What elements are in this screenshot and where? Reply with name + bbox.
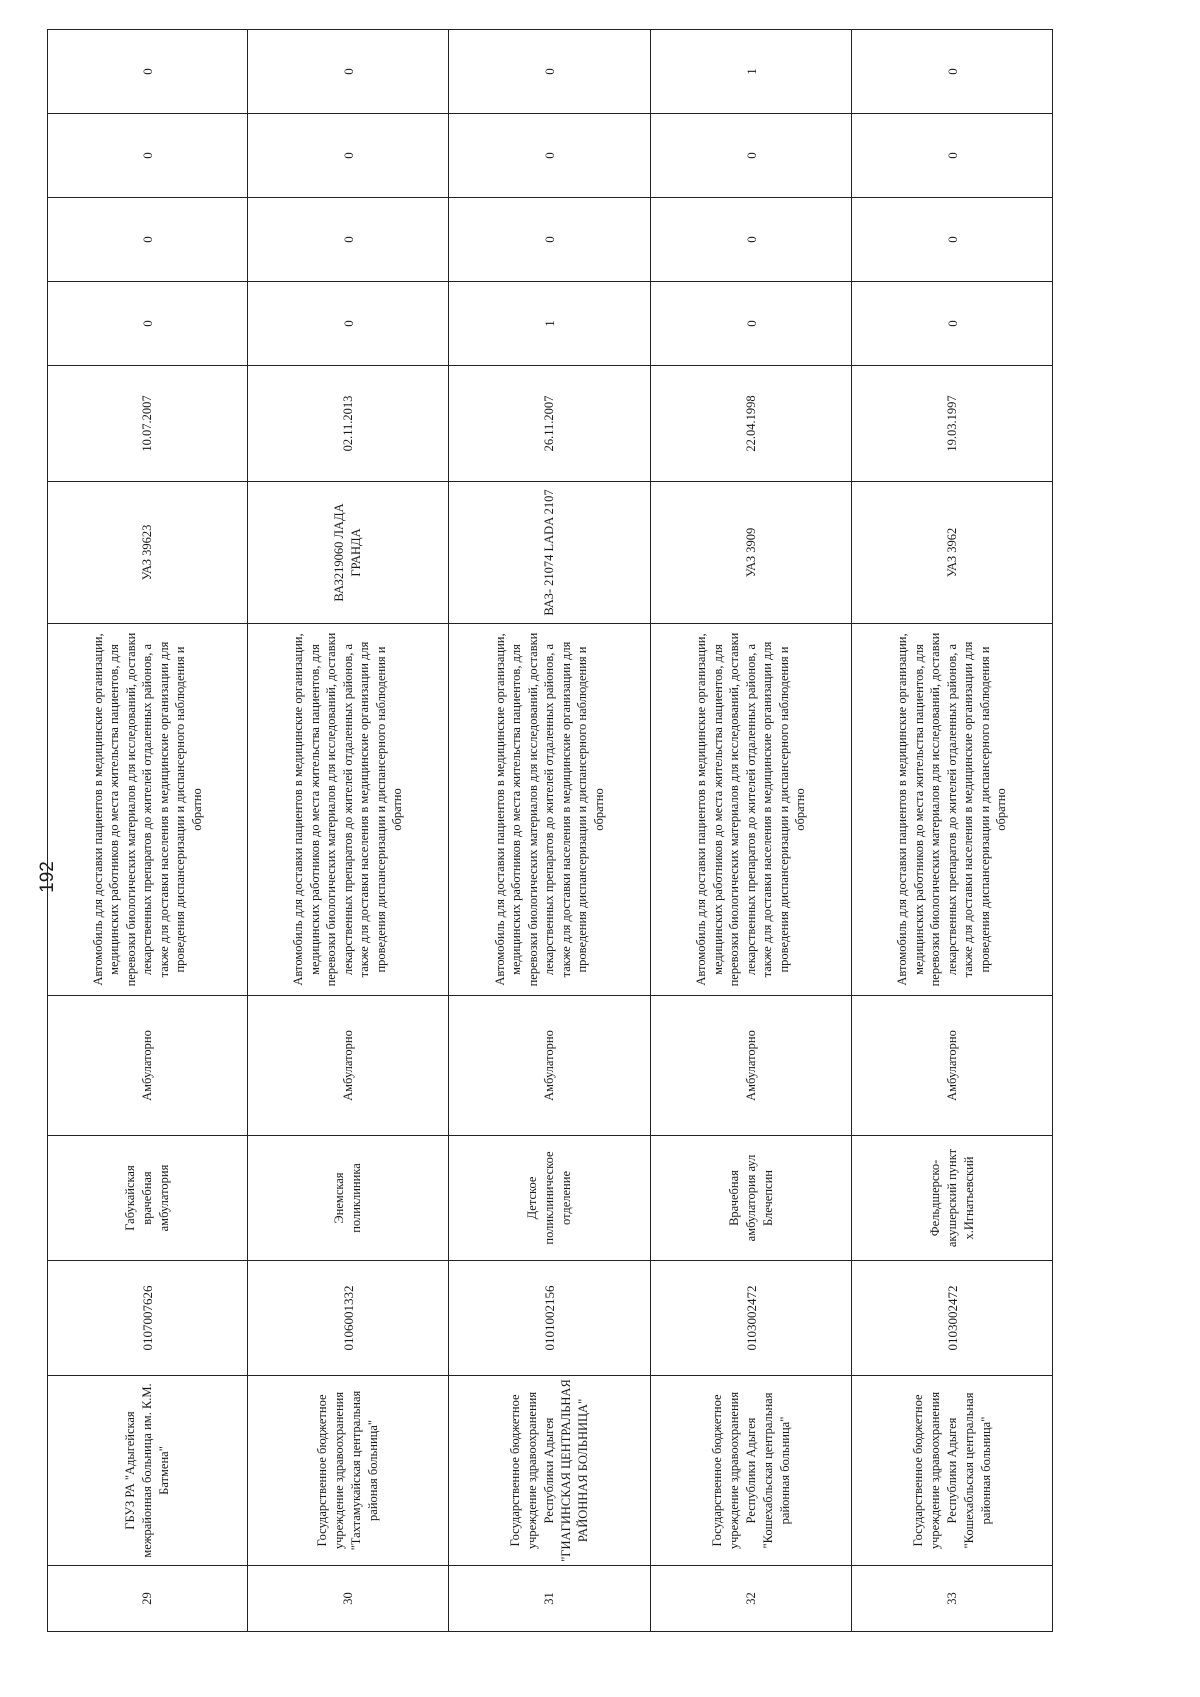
- count-cell: 0: [48, 114, 248, 198]
- count-cell: 0: [48, 198, 248, 282]
- vehicle-purpose: Автомобиль для доставки пациентов в медицинские организации, медицинских работников до места жительства пациентов, для перевозки биологических материалов для исследований, доставки лекарственных препаратов до жителей отдаленных районов, а также для доставки населения в медицинские организации для проведения диспансеризации и диспансерного наблюдения и обратно: [651, 624, 852, 996]
- count-cell: 0: [651, 114, 852, 198]
- organization-name: Государственное бюджетное учреждение здравоохранения Республики Адыгея "Кошехабльская центральная районная больница": [852, 1376, 1053, 1566]
- table-row: [248, 30, 449, 1632]
- organization-name: Государственное бюджетное учреждение здравоохранения Республики Адыгея "Кошехабльская центральная районная больница": [651, 1376, 852, 1566]
- vehicle-model: ВАЗ- 21074 LADA 2107: [449, 482, 651, 624]
- care-type: Амбулаторно: [852, 996, 1053, 1136]
- table-row: [48, 30, 248, 1632]
- division-name: Габукайская врачебная амбулатория: [48, 1136, 248, 1261]
- row-number: 33: [852, 1566, 1053, 1632]
- count-cell: 0: [852, 198, 1053, 282]
- count-cell: 0: [449, 114, 651, 198]
- division-name: Фельдшерско-акушерский пункт х.Игнатьевский: [852, 1136, 1053, 1261]
- care-type: Амбулаторно: [651, 996, 852, 1136]
- count-cell: 0: [651, 198, 852, 282]
- division-name: Врачебная амбулатория аул Блечепсин: [651, 1136, 852, 1261]
- organization-name: ГБУЗ РА "Адыгейская межрайонная больница им. К.М. Батмена": [48, 1376, 248, 1566]
- release-date: 10.07.2007: [48, 366, 248, 482]
- release-date: 02.11.2013: [248, 366, 449, 482]
- count-cell: 0: [852, 282, 1053, 366]
- count-cell: 0: [248, 114, 449, 198]
- count-cell: 0: [449, 198, 651, 282]
- count-cell: 0: [449, 30, 651, 114]
- vehicle-purpose: Автомобиль для доставки пациентов в медицинские организации, медицинских работников до места жительства пациентов, для перевозки биологических материалов для исследований, доставки лекарственных препаратов до жителей отдаленных районов, а также для доставки населения в медицинские организации для проведения диспансеризации и диспансерного наблюдения и обратно: [852, 624, 1053, 996]
- care-type: Амбулаторно: [449, 996, 651, 1136]
- count-cell: 1: [651, 30, 852, 114]
- vehicle-purpose: Автомобиль для доставки пациентов в медицинские организации, медицинских работников до места жительства пациентов, для перевозки биологических материалов для исследований, доставки лекарственных препаратов до жителей отдаленных районов, а также для доставки населения в медицинские организации для проведения диспансеризации и диспансерного наблюдения и обратно: [48, 624, 248, 996]
- organization-code: 0106001332: [248, 1261, 449, 1376]
- rotated-table-container: [47, 68, 1140, 1632]
- count-cell: 0: [248, 282, 449, 366]
- vehicle-model: УАЗ 3909: [651, 482, 852, 624]
- count-cell: 0: [48, 282, 248, 366]
- division-name: Энемская поликлиника: [248, 1136, 449, 1261]
- row-number: 30: [248, 1566, 449, 1632]
- organization-name: Государственное бюджетное учреждение здравоохранения "Тахтамукайская центральная районая больница": [248, 1376, 449, 1566]
- vehicle-model: УАЗ 39623: [48, 482, 248, 624]
- count-cell: 0: [651, 282, 852, 366]
- count-cell: 0: [248, 30, 449, 114]
- count-cell: 1: [449, 282, 651, 366]
- row-number: 31: [449, 1566, 651, 1632]
- organization-code: 0103002472: [852, 1261, 1053, 1376]
- row-number: 32: [651, 1566, 852, 1632]
- count-cell: 0: [248, 198, 449, 282]
- page-number: 192: [37, 861, 58, 893]
- row-number: 29: [48, 1566, 248, 1632]
- release-date: 26.11.2007: [449, 366, 651, 482]
- vehicle-model: УАЗ 3962: [852, 482, 1053, 624]
- vehicle-purpose: Автомобиль для доставки пациентов в медицинские организации, медицинских работников до места жительства пациентов, для перевозки биологических материалов для исследований, доставки лекарственных препаратов до жителей отдаленных районов, а также для доставки населения в медицинские организации для проведения диспансеризации и диспансерного наблюдения и обратно: [449, 624, 651, 996]
- care-type: Амбулаторно: [48, 996, 248, 1136]
- vehicle-table: [47, 29, 1053, 1632]
- organization-code: 0101002156: [449, 1261, 651, 1376]
- care-type: Амбулаторно: [248, 996, 449, 1136]
- table-row: [449, 30, 651, 1632]
- count-cell: 0: [48, 30, 248, 114]
- release-date: 19.03.1997: [852, 366, 1053, 482]
- division-name: Детское поликлиническое отделение: [449, 1136, 651, 1261]
- vehicle-purpose: Автомобиль для доставки пациентов в медицинские организации, медицинских работников до места жительства пациентов, для перевозки биологических материалов для исследований, доставки лекарственных препаратов до жителей отдаленных районов, а также для доставки населения в медицинские организации для проведения диспансеризации и диспансерного наблюдения и обратно: [248, 624, 449, 996]
- table-row: [651, 30, 852, 1632]
- organization-name: Государственное бюджетное учреждение здравоохранения Республики Адыгея "ГИАГИНСКАЯ ЦЕНТРАЛЬНАЯ РАЙОННАЯ БОЛЬНИЦА": [449, 1376, 651, 1566]
- table-row: [852, 30, 1053, 1632]
- count-cell: 0: [852, 30, 1053, 114]
- organization-code: 0107007626: [48, 1261, 248, 1376]
- count-cell: 0: [852, 114, 1053, 198]
- organization-code: 0103002472: [651, 1261, 852, 1376]
- vehicle-model: ВАЗ219060 ЛАДА ГРАНДА: [248, 482, 449, 624]
- release-date: 22.04.1998: [651, 366, 852, 482]
